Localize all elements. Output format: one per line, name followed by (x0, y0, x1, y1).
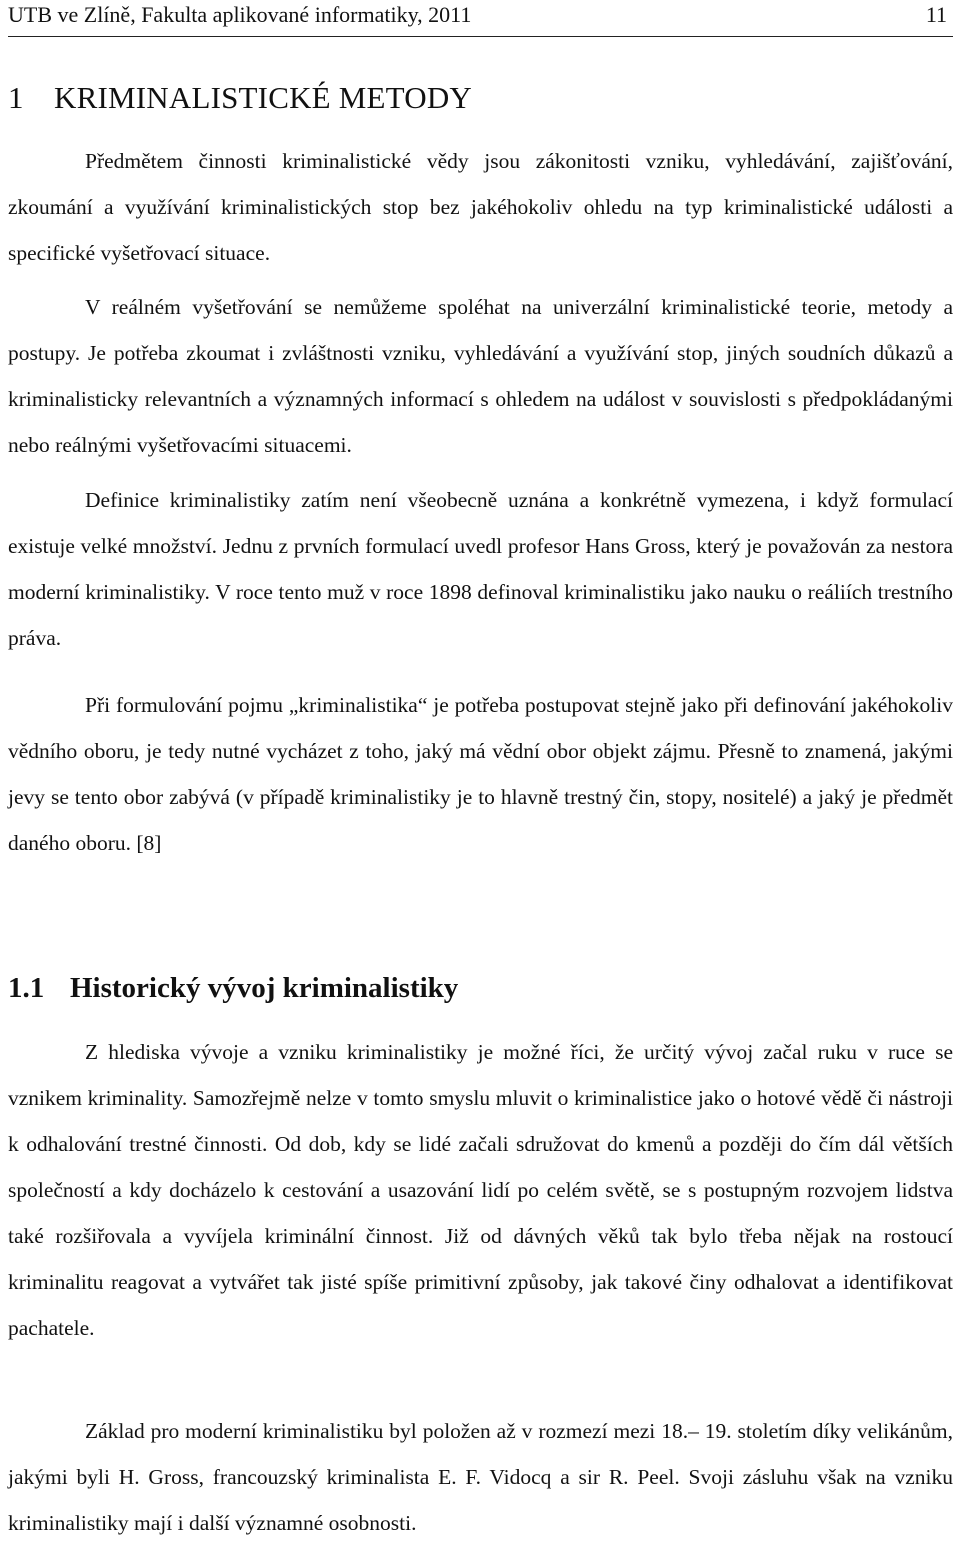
chapter-heading (8, 78, 472, 118)
paragraph: Při formulování pojmu „kriminalistika“ je potřeba postupovat stejně jako při definování jakéhokoliv vědního oboru, je tedy nutné vycházet z toho, jaký má vědní obor objekt zájmu. Přesně to znamená, jakými jevy se tento obor zabývá (v případě kriminalistiky je to hlavně trestný čin, stopy, nositelé) a jaký je předmět daného oboru. [8] (8, 693, 953, 855)
paragraph: Definice kriminalistiky zatím není všeobecně uznána a konkrétně vymezena, i když formulací existuje velké množství. Jednu z prvních formulací uvedl profesor Hans Gross, který je považován za nestora moderní kriminalistiky. V roce tento muž v roce 1898 definoval kriminalistiku jako nauku o reáliích trestního práva. (8, 488, 953, 650)
header-title: UTB ve Zlíně, Fakulta aplikované informatiky, 2011 (8, 2, 472, 27)
section-title: Historický vývoj kriminalistiky (70, 972, 459, 1004)
chapter-title: KRIMINALISTICKÉ METODY (54, 80, 472, 115)
running-header (8, 2, 953, 37)
paragraph: Z hlediska vývoje a vzniku kriminalistiky je možné říci, že určitý vývoj začal ruku v ruce se vznikem kriminality. Samozřejmě nelze v tomto smyslu mluvit o kriminalistice jako o hotové vědě či nástroji k odhalování trestné činnosti. Od dob, kdy se lidé začali sdružovat do kmenů a později do čím dál větších společností a kdy docházelo k cestování a usazování lidí po celém světě, se s postupným rozvojem lidstva také rozšiřovala a vyvíjela kriminální činnost. Již od dávných věků tak bylo třeba nějak na rostoucí kriminalitu reagovat a vytvářet tak jisté spíše primitivní způsoby, jak takové činy odhalovat a identifikovat pachatele. (8, 1040, 953, 1340)
paragraph: Základ pro moderní kriminalistiku byl položen až v rozmezí mezi 18.– 19. stoletím díky velikánům, jakými byli H. Gross, francouzský kriminalista E. F. Vidocq a sir R. Peel. Svoji zásluhu však na vzniku kriminalistiky mají i další významné osobnosti. (8, 1419, 953, 1535)
paragraph: V reálném vyšetřování se nemůžeme spoléhat na univerzální kriminalistické teorie, metody a postupy. Je potřeba zkoumat i zvláštnosti vzniku, vyhledávání a využívání stop, jiných soudních důkazů a kriminalisticky relevantních a významných informací s ohledem na událost v souvislosti s předpokládanými nebo reálnými vyšetřovacími situacemi. (8, 295, 953, 457)
paragraph: Předmětem činnosti kriminalistické vědy jsou zákonitosti vzniku, vyhledávání, zajišťování, zkoumání a využívání kriminalistických stop bez jakéhokoliv ohledu na typ kriminalistické události a specifické vyšetřovací situace. (8, 149, 953, 265)
section-heading (8, 968, 458, 1008)
section-number: 1.1 (8, 972, 45, 1004)
page-number: 11 (925, 2, 947, 27)
chapter-number: 1 (8, 80, 24, 115)
